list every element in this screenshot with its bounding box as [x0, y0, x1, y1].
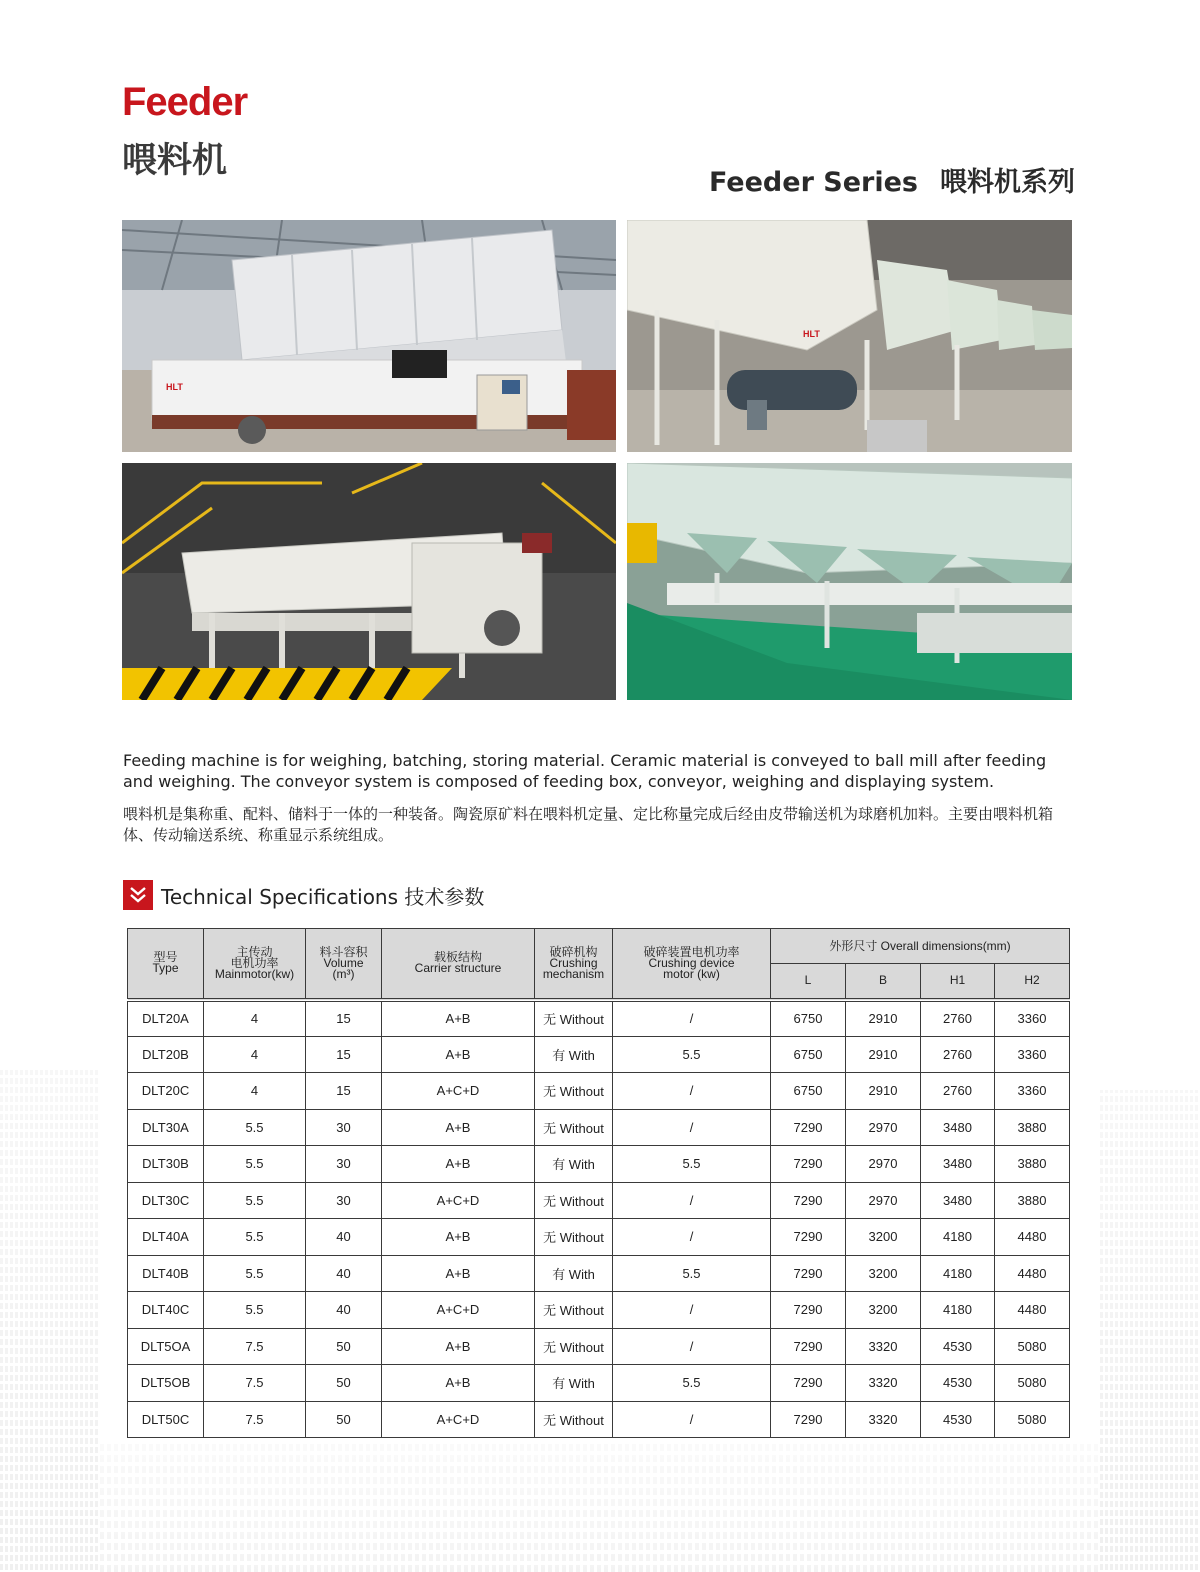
table-row — [128, 1219, 1070, 1256]
double-chevron-down-icon — [123, 880, 153, 910]
col-header-dimensions: 外形尺寸 Overall dimensions(mm) — [771, 929, 1070, 964]
photo-1-logo: HLT — [166, 382, 183, 392]
cell-volume: 30 — [306, 1146, 382, 1183]
cell-motor: 7.5 — [204, 1365, 306, 1402]
cell-l: 7290 — [771, 1219, 846, 1256]
cell-b: 2910 — [846, 1036, 921, 1073]
cell-l: 7290 — [771, 1182, 846, 1219]
cell-h1: 4530 — [921, 1365, 995, 1402]
spec-title: Technical Specifications 技术参数 — [161, 884, 485, 909]
cell-volume: 30 — [306, 1109, 382, 1146]
cell-volume: 15 — [306, 1036, 382, 1073]
cell-h1: 3480 — [921, 1182, 995, 1219]
col-header-type: 型号 Type — [128, 929, 204, 1000]
cell-h2: 3360 — [995, 1073, 1070, 1110]
cell-carrier: A+C+D — [382, 1073, 535, 1110]
cell-h2: 3880 — [995, 1146, 1070, 1183]
cell-motor: 7.5 — [204, 1328, 306, 1365]
cell-volume: 40 — [306, 1292, 382, 1329]
cell-h1: 2760 — [921, 1000, 995, 1037]
cell-crushing-motor: / — [613, 1219, 771, 1256]
cell-b: 3200 — [846, 1219, 921, 1256]
cell-crushing: 有 With — [535, 1365, 613, 1402]
table-row — [128, 1292, 1070, 1329]
table-row — [128, 1182, 1070, 1219]
cell-h1: 4180 — [921, 1292, 995, 1329]
cell-carrier: A+B — [382, 1036, 535, 1073]
cell-b: 2970 — [846, 1182, 921, 1219]
col-header-crushing: 破碎机构 Crushing mechanism — [535, 929, 613, 1000]
cell-l: 7290 — [771, 1292, 846, 1329]
cell-motor: 5.5 — [204, 1146, 306, 1183]
table-row — [128, 1036, 1070, 1073]
cell-b: 3200 — [846, 1292, 921, 1329]
table-row — [128, 1146, 1070, 1183]
cell-type: DLT20B — [128, 1036, 204, 1073]
cell-h1: 3480 — [921, 1109, 995, 1146]
cell-type: DLT5OA — [128, 1328, 204, 1365]
cell-motor: 5.5 — [204, 1292, 306, 1329]
cell-b: 3320 — [846, 1365, 921, 1402]
cell-volume: 30 — [306, 1182, 382, 1219]
cell-crushing-motor: 5.5 — [613, 1036, 771, 1073]
table-row — [128, 1109, 1070, 1146]
cell-h2: 3360 — [995, 1036, 1070, 1073]
cell-crushing: 无 Without — [535, 1073, 613, 1110]
cell-crushing: 有 With — [535, 1146, 613, 1183]
cell-crushing-motor: / — [613, 1292, 771, 1329]
description-cn: 喂料机是集称重、配料、储料于一体的一种装备。陶瓷原矿料在喂料机定量、定比称量完成后经由皮带输送机为球磨机加料。主要由喂料机箱体、传动输送系统、称重显示系统组成。 — [123, 805, 1054, 844]
page-title-cn: 喂料机 — [122, 141, 228, 181]
cell-h1: 4530 — [921, 1401, 995, 1438]
cell-crushing: 无 Without — [535, 1219, 613, 1256]
cell-b: 2910 — [846, 1000, 921, 1037]
col-header-carrier: 载板结构 Carrier structure — [382, 929, 535, 1000]
table-row — [128, 1000, 1070, 1037]
cell-h1: 3480 — [921, 1146, 995, 1183]
cell-l: 6750 — [771, 1073, 846, 1110]
cell-l: 7290 — [771, 1365, 846, 1402]
cell-type: DLT30A — [128, 1109, 204, 1146]
cell-volume: 40 — [306, 1255, 382, 1292]
feeder-photo-4 — [627, 463, 1072, 700]
feeder-photo-1 — [122, 220, 616, 452]
photo-2-logo: HLT — [803, 329, 820, 339]
page-title-en: Feeder — [122, 80, 248, 124]
cell-l: 7290 — [771, 1109, 846, 1146]
cell-type: DLT30B — [128, 1146, 204, 1183]
cell-h1: 4530 — [921, 1328, 995, 1365]
cell-h2: 3360 — [995, 1000, 1070, 1037]
cell-motor: 4 — [204, 1000, 306, 1037]
cell-l: 6750 — [771, 1036, 846, 1073]
cell-motor: 4 — [204, 1073, 306, 1110]
cell-h2: 4480 — [995, 1292, 1070, 1329]
cell-carrier: A+C+D — [382, 1182, 535, 1219]
cell-b: 3200 — [846, 1255, 921, 1292]
cell-volume: 15 — [306, 1073, 382, 1110]
cell-b: 2910 — [846, 1073, 921, 1110]
cell-crushing-motor: / — [613, 1401, 771, 1438]
cell-h1: 2760 — [921, 1073, 995, 1110]
col-header-b: B — [846, 964, 921, 1000]
table-row — [128, 1073, 1070, 1110]
cell-crushing-motor: / — [613, 1182, 771, 1219]
cell-crushing-motor: / — [613, 1073, 771, 1110]
cell-crushing-motor: / — [613, 1000, 771, 1037]
cell-l: 7290 — [771, 1328, 846, 1365]
cell-carrier: A+C+D — [382, 1401, 535, 1438]
series-title-cn: 喂料机系列 — [940, 167, 1075, 198]
cell-carrier: A+B — [382, 1365, 535, 1402]
cell-b: 2970 — [846, 1109, 921, 1146]
cell-h2: 5080 — [995, 1401, 1070, 1438]
cell-crushing-motor: / — [613, 1109, 771, 1146]
col-header-motor: 主传动 电机功率 Mainmotor(kw) — [204, 929, 306, 1000]
spec-table-body — [128, 1000, 1070, 1438]
cell-carrier: A+B — [382, 1146, 535, 1183]
cell-l: 7290 — [771, 1146, 846, 1183]
cell-carrier: A+B — [382, 1000, 535, 1037]
cell-type: DLT20A — [128, 1000, 204, 1037]
cell-motor: 5.5 — [204, 1219, 306, 1256]
cell-motor: 5.5 — [204, 1182, 306, 1219]
cell-type: DLT50C — [128, 1401, 204, 1438]
cell-h2: 3880 — [995, 1182, 1070, 1219]
cell-type: DLT40B — [128, 1255, 204, 1292]
cell-crushing-motor: 5.5 — [613, 1255, 771, 1292]
cell-type: DLT40C — [128, 1292, 204, 1329]
cell-crushing: 无 Without — [535, 1401, 613, 1438]
cell-h2: 3880 — [995, 1109, 1070, 1146]
cell-h1: 4180 — [921, 1219, 995, 1256]
cell-h1: 2760 — [921, 1036, 995, 1073]
cell-crushing-motor: 5.5 — [613, 1365, 771, 1402]
cell-volume: 50 — [306, 1365, 382, 1402]
feeder-photo-2 — [627, 220, 1072, 452]
cell-l: 7290 — [771, 1255, 846, 1292]
table-row — [128, 1328, 1070, 1365]
table-row — [128, 1365, 1070, 1402]
col-header-l: L — [771, 964, 846, 1000]
col-header-h1: H1 — [921, 964, 995, 1000]
cell-motor: 4 — [204, 1036, 306, 1073]
cell-carrier: A+B — [382, 1255, 535, 1292]
cell-carrier: A+B — [382, 1219, 535, 1256]
series-title-en: Feeder Series — [708, 167, 918, 198]
col-header-h2: H2 — [995, 964, 1070, 1000]
table-row — [128, 1255, 1070, 1292]
cell-type: DLT40A — [128, 1219, 204, 1256]
cell-motor: 5.5 — [204, 1109, 306, 1146]
cell-carrier: A+C+D — [382, 1292, 535, 1329]
col-header-crushing-motor: 破碎装置电机功率 Crushing device motor (kw) — [613, 929, 771, 1000]
cell-type: DLT20C — [128, 1073, 204, 1110]
spec-table — [127, 928, 1070, 1438]
cell-volume: 50 — [306, 1328, 382, 1365]
cell-crushing: 无 Without — [535, 1328, 613, 1365]
cell-crushing: 有 With — [535, 1255, 613, 1292]
spec-heading — [123, 880, 484, 910]
cell-crushing: 无 Without — [535, 1292, 613, 1329]
cell-carrier: A+B — [382, 1109, 535, 1146]
cell-h2: 4480 — [995, 1255, 1070, 1292]
cell-b: 3320 — [846, 1328, 921, 1365]
cell-volume: 15 — [306, 1000, 382, 1037]
cell-type: DLT30C — [128, 1182, 204, 1219]
series-title — [709, 160, 1075, 199]
feeder-photo-3 — [122, 463, 616, 700]
cell-type: DLT5OB — [128, 1365, 204, 1402]
cell-crushing-motor: / — [613, 1328, 771, 1365]
cell-motor: 7.5 — [204, 1401, 306, 1438]
col-header-volume: 料斗容积 Volume (m³) — [306, 929, 382, 1000]
description-en: Feeding machine is for weighing, batching, storing material. Ceramic material is conveyed to ball mill after feeding and weighing. The conveyor system is composed of feeding box, conveyor, weighing and displaying system. — [123, 751, 1047, 791]
cell-h2: 5080 — [995, 1365, 1070, 1402]
cell-b: 2970 — [846, 1146, 921, 1183]
cell-h2: 4480 — [995, 1219, 1070, 1256]
cell-crushing: 无 Without — [535, 1000, 613, 1037]
cell-motor: 5.5 — [204, 1255, 306, 1292]
cell-crushing: 无 Without — [535, 1109, 613, 1146]
cell-crushing: 无 Without — [535, 1182, 613, 1219]
table-row — [128, 1401, 1070, 1438]
cell-volume: 40 — [306, 1219, 382, 1256]
cell-h2: 5080 — [995, 1328, 1070, 1365]
cell-h1: 4180 — [921, 1255, 995, 1292]
cell-l: 6750 — [771, 1000, 846, 1037]
cell-volume: 50 — [306, 1401, 382, 1438]
cell-crushing: 有 With — [535, 1036, 613, 1073]
cell-carrier: A+B — [382, 1328, 535, 1365]
cell-b: 3320 — [846, 1401, 921, 1438]
cell-crushing-motor: 5.5 — [613, 1146, 771, 1183]
cell-l: 7290 — [771, 1401, 846, 1438]
